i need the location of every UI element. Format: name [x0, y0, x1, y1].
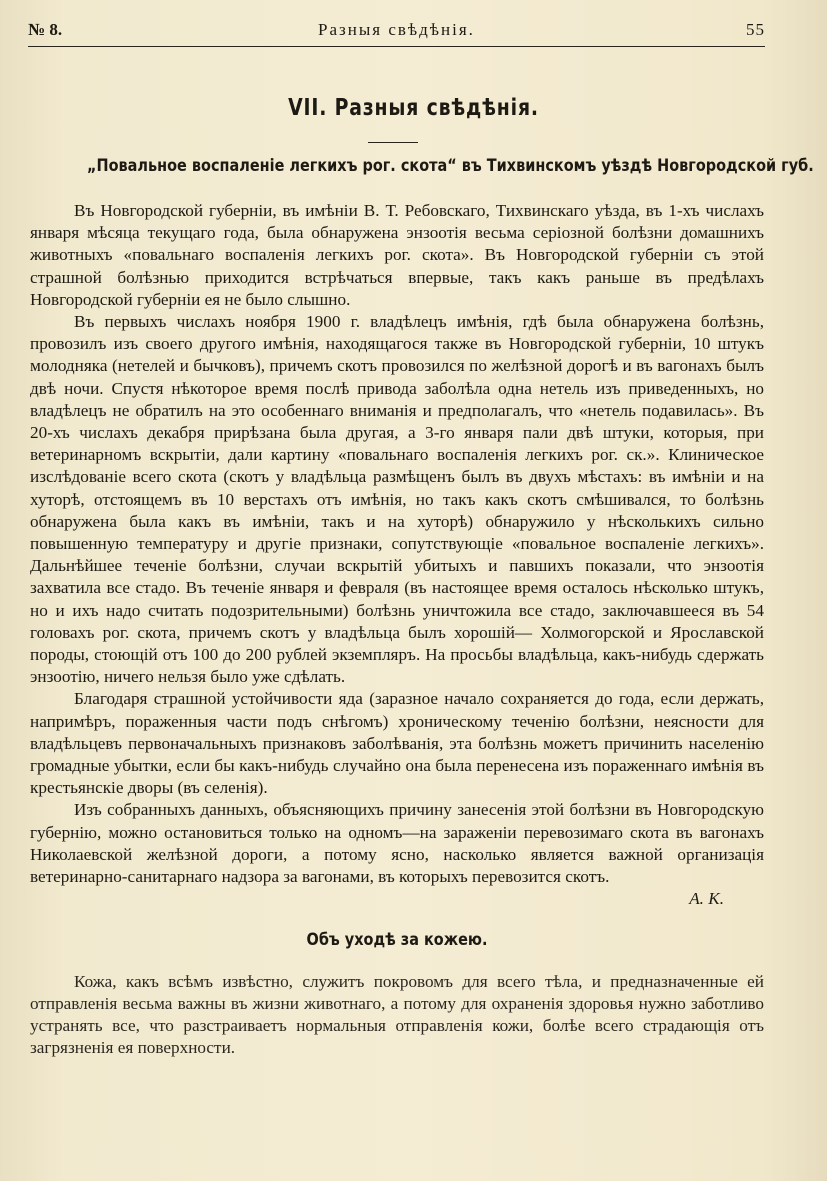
section-divider	[368, 142, 418, 143]
page-number: 55	[746, 20, 765, 39]
second-article-title: Объ уходѣ за кожею.	[306, 929, 488, 950]
article-body	[30, 200, 764, 1060]
author-signature: А. К.	[689, 889, 724, 909]
paragraph: Изъ собранныхъ данныхъ, объясняющихъ причину занесенія этой болѣзни въ Новгородскую губернію, можно остановиться только на одномъ—на зараженіи перевозимаго скота въ вагонахъ Николаевской желѣзной дороги, а потому ясно, насколько является важной организація ветеринарно-санитарнаго надзора за вагонами, въ которыхъ перевозится скотъ.	[30, 800, 764, 887]
paragraph: Благодаря страшной устойчивости яда (заразное начало сохраняется до года, если держать, напримѣръ, пораженныя части подъ снѣгомъ) хроническому теченію болѣзни, неясности для владѣльцевъ первоначальныхъ признаковъ заболѣванія, эта болѣзнь можетъ причинить населенію громадные убытки, если бы какъ-нибудь случайно она была перенесена изъ пораженнаго имѣнія въ крестьянскіе дворы (въ селенія).	[30, 689, 764, 798]
paragraph: Въ Новгородской губерніи, въ имѣніи В. Т. Ребовскаго, Тихвинскаго уѣзда, въ 1-хъ числахъ января мѣсяца текущаго года, была обнаружена энзоотія весьма серіозной болѣзни домашнихъ животныхъ «повальнаго воспаленія легкихъ рог. скота». Въ Новгородской губерніи съ этой страшной болѣзнью приходится встрѣчаться впервые, такъ какъ раньше въ предѣлахъ Новгородской губерніи ея не было слышно.	[30, 201, 764, 309]
section-title: VII. Разныя свѣдѣнія.	[288, 95, 539, 121]
running-title: Разныя свѣдѣнія.	[318, 20, 475, 39]
paragraph: Кожа, какъ всѣмъ извѣстно, служитъ покровомъ для всего тѣла, и предназначенные ей отправленія весьма важны въ жизни животнаго, а потому для охраненія здоровья нужно заботливо устранять все, что разстраиваетъ нормальныя отправленія кожи, болѣе всего страдающія отъ загрязненія ея поверхности.	[30, 971, 764, 1058]
article-title: „Повальное воспаленіе легкихъ рог. скота“ въ Тихвинскомъ уѣздѣ Новгородской губ.	[87, 156, 814, 176]
header-rule	[28, 46, 765, 47]
issue-number: № 8.	[28, 20, 63, 39]
paragraph: Въ первыхъ числахъ ноября 1900 г. владѣлецъ имѣнія, гдѣ была обнаружена болѣзнь, провозилъ изъ своего другого имѣнія, находящагося также въ Новгородской губерніи, 10 штукъ молодняка (нетелей и бычковъ), причемъ скотъ провозился по желѣзной дорогѣ и въ вагонахъ былъ двѣ ночи. Спустя нѣкоторое время послѣ привода заболѣла одна нетель изъ приведенныхъ, но владѣлецъ не обратилъ на это особеннаго вниманія и предполагалъ, что «нетель подавилась». Въ 20-хъ числахъ декабря прирѣзана была другая, а 3-го января пали двѣ штуки, которыя, при ветеринарномъ вскрытіи, дали картину «повальнаго воспаленія легкихъ рог. ск.». Клиническое изслѣдованіе всего скота (скотъ у владѣльца размѣщенъ былъ въ двухъ мѣстахъ: въ имѣніи и на хуторѣ, отстоящемъ въ 10 верстахъ отъ имѣнія, но такъ какъ скотъ смѣшивался, то болѣзнь обнаружена была какъ въ имѣніи, такъ и на хуторѣ) обнаружило у нѣсколькихъ сильно повышенную температуру и другіе признаки, сопутствующіе «повальное воспаленіе легкихъ». Дальнѣйшее теченіе болѣзни, случаи вскрытій убитыхъ и павшихъ показали, что энзоотія захватила все стадо. Въ теченіе января и февраля (въ настоящее время осталось нѣсколько штукъ, но и ихъ надо считать подозрительными) болѣзнь уничтожила все стадо, заключавшееся въ 54 головахъ рог. скота, причемъ скотъ у владѣльца былъ хорошій— Холмогорской и Ярославской породы, стоющій отъ 100 до 200 рублей экземпляръ. На просьбы владѣльца, какъ-нибудь сдержать энзоотію, ничего нельзя было уже сдѣлать.	[30, 312, 764, 687]
running-header	[28, 20, 765, 44]
